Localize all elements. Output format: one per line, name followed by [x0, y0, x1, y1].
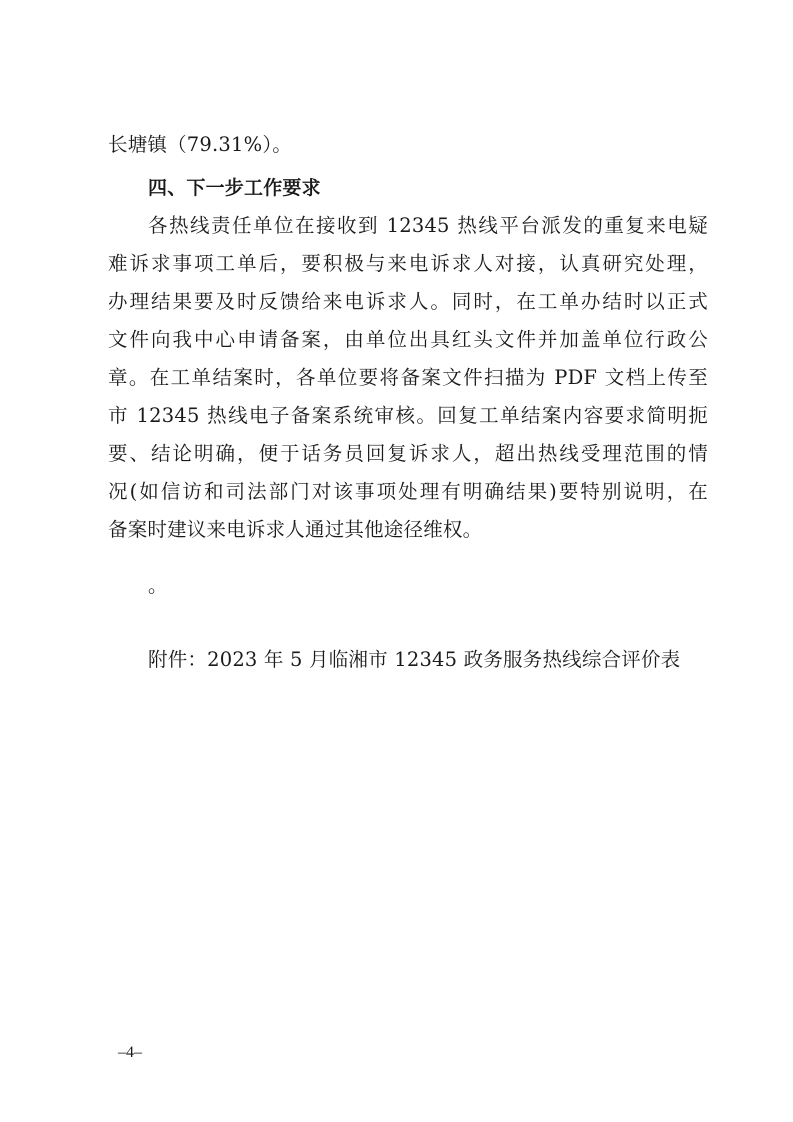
text-line-1: 长塘镇（79.31%）。 [108, 133, 293, 156]
paragraph-line-7: 要、结论明确，便于话务员回复诉求人，超出热线受理范围的情 [108, 442, 708, 465]
paragraph-line-6: 市 12345 热线电子备案系统审核。回复工单结案内容要求简明扼 [108, 404, 708, 427]
page-number: –4– [118, 1044, 142, 1061]
paragraph-line-3: 办理结果要及时反馈给来电诉求人。同时，在工单办结时以正式 [108, 290, 708, 313]
stray-period: 。 [148, 574, 168, 597]
paragraph-line-2: 难诉求事项工单后，要积极与来电诉求人对接，认真研究处理， [108, 252, 708, 275]
paragraph-line-8: 况(如信访和司法部门对该事项处理有明确结果)要特别说明，在 [108, 480, 708, 503]
attachment-line: 附件：2023 年 5 月临湘市 12345 政务服务热线综合评价表 [148, 648, 681, 671]
paragraph-line-9: 备案时建议来电诉求人通过其他途径维权。 [108, 518, 483, 541]
section-heading: 四、下一步工作要求 [148, 177, 321, 199]
paragraph-line-5: 章。在工单结案时，各单位要将备案文件扫描为 PDF 文档上传至 [108, 366, 708, 389]
paragraph-line-1: 各热线责任单位在接收到 12345 热线平台派发的重复来电疑 [148, 214, 708, 237]
paragraph-line-4: 文件向我中心申请备案，由单位出具红头文件并加盖单位行政公 [108, 328, 708, 351]
